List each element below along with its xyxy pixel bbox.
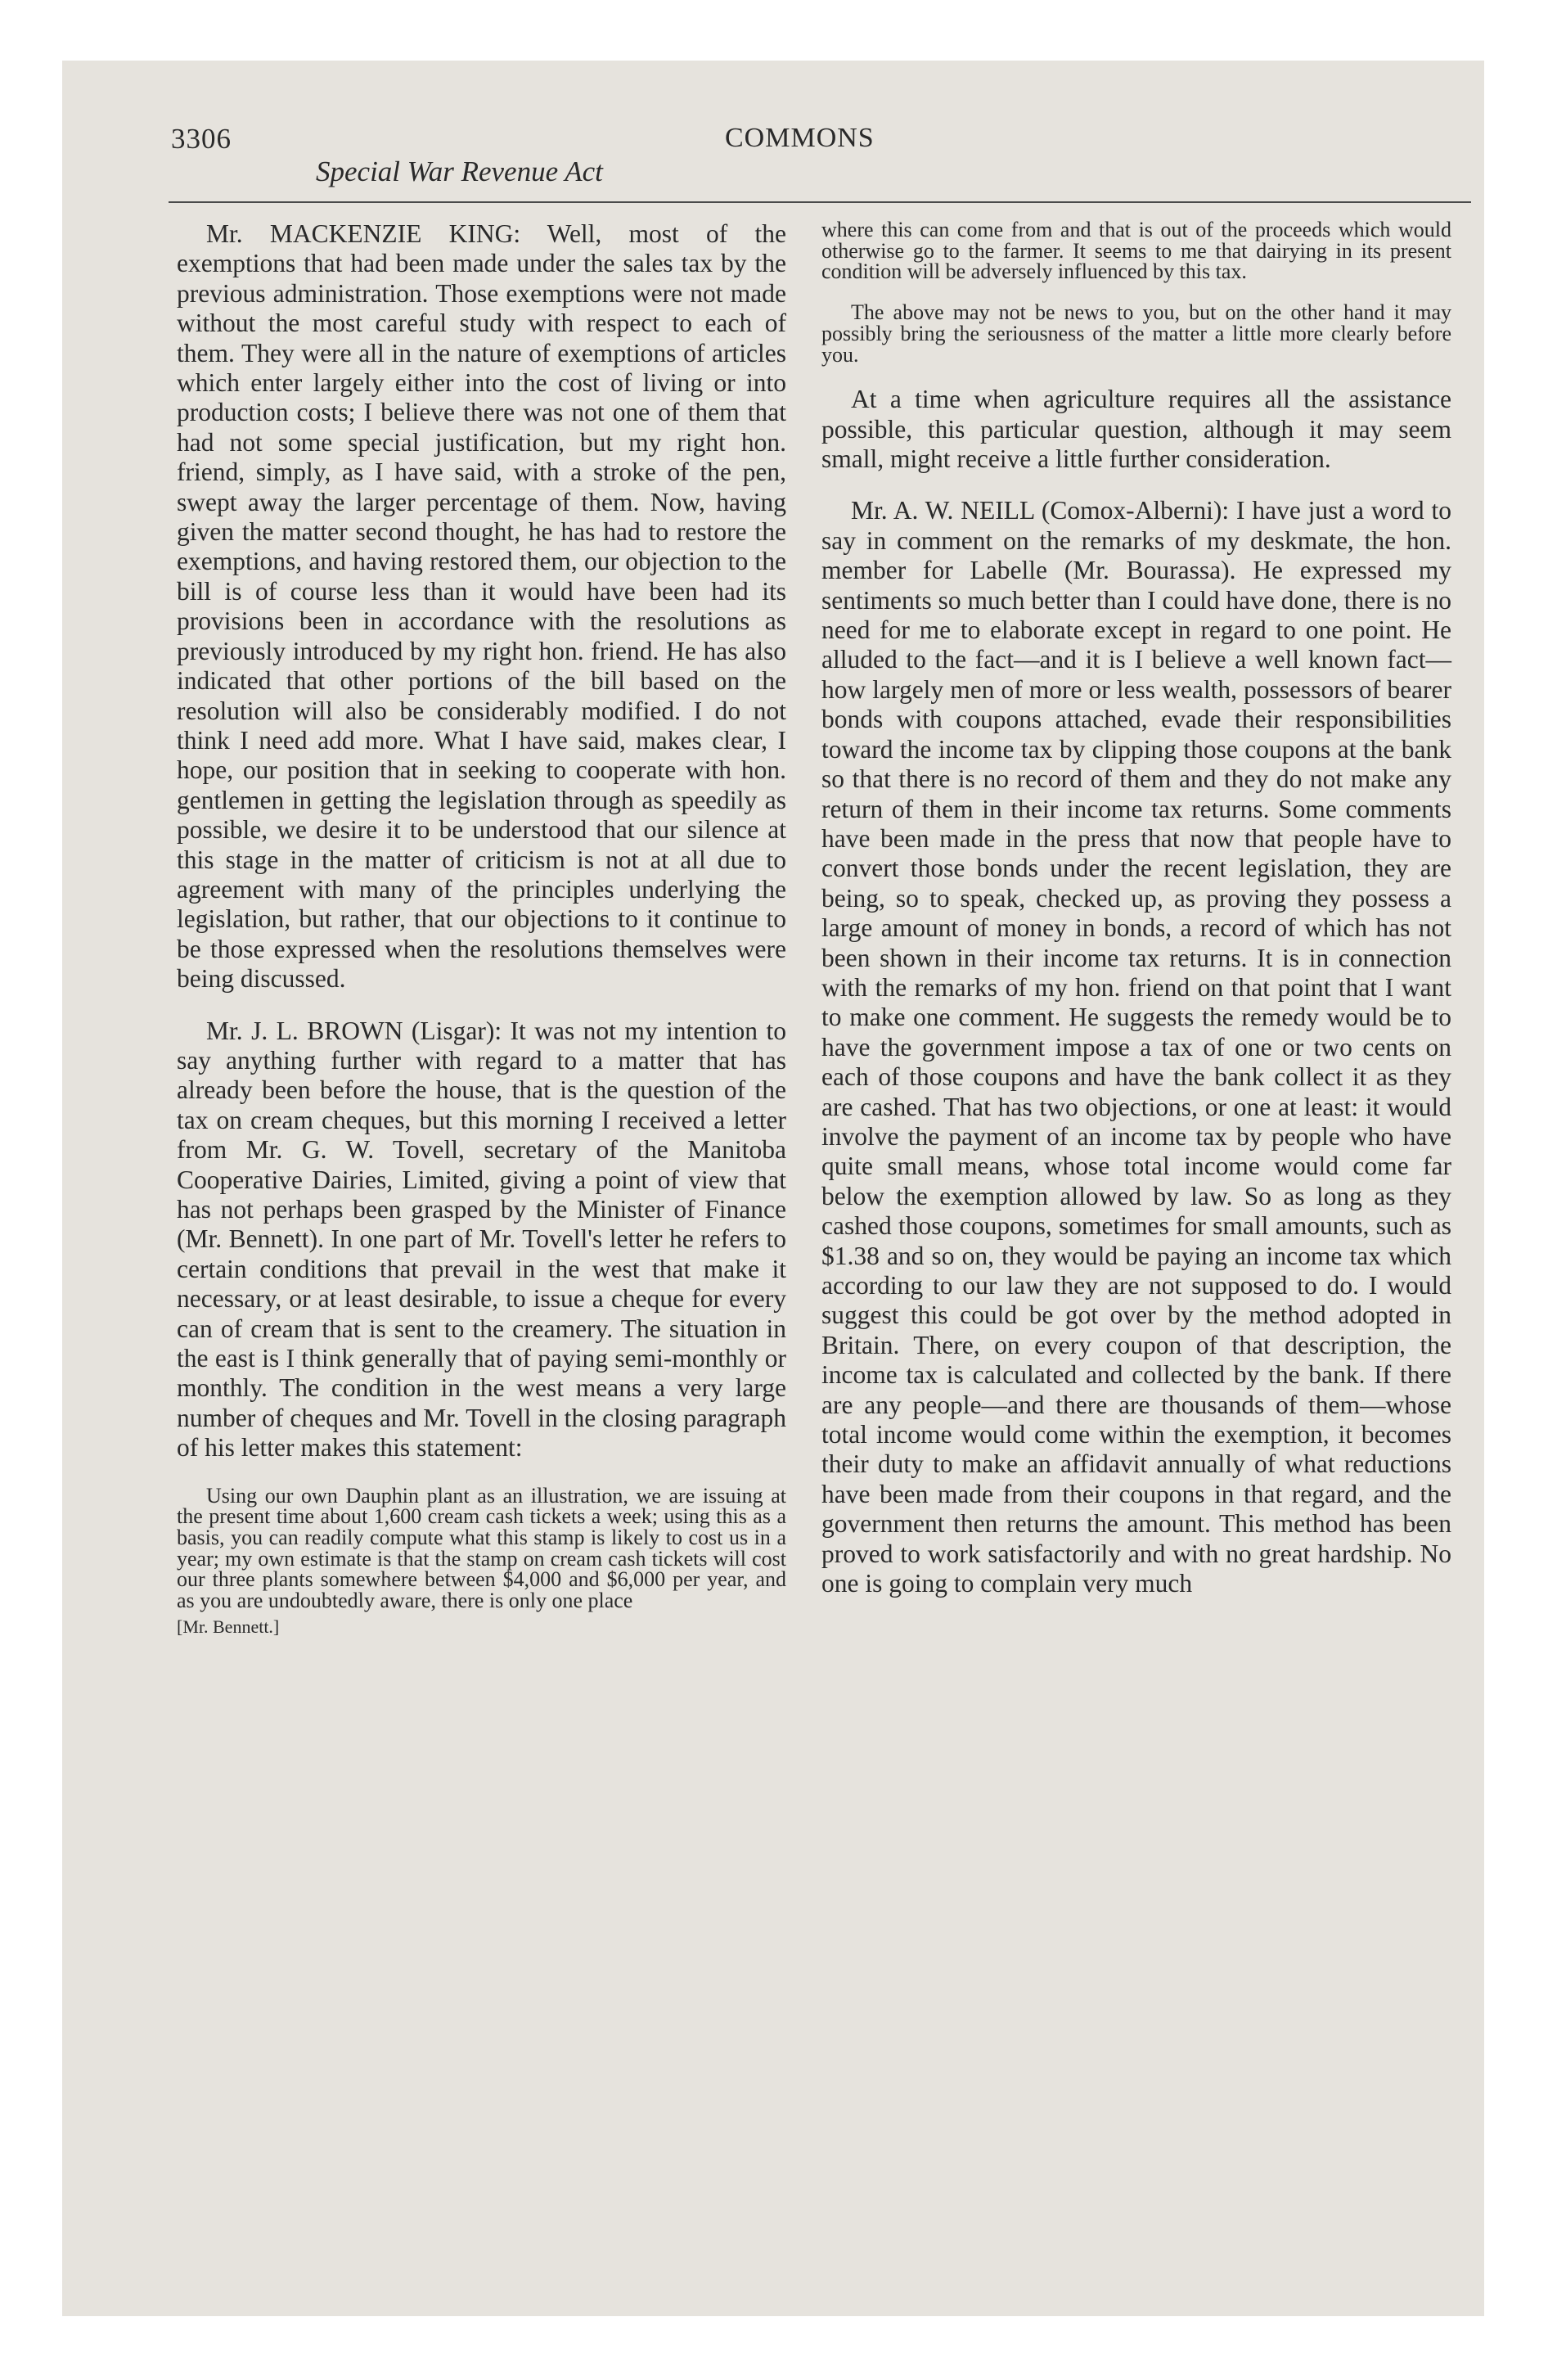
paragraph-mackenzie-king: Mr. MACKENZIE KING: Well, most of the exemptions that had been made under the sales tax by the previous administration. Those exemptions were not made without the most careful study with respect to each of them. They were all in the nature of exemptions of articles which enter largely either into the cost of living or into production costs; I believe there was not one of them that had not some special justification, but my right hon. friend, simply, as I have said, with a stroke of the pen, swept away the larger percentage of them. Now, having given the matter second thought, he has had to restore the exemptions, and having restored them, our objection to the bill is of course less than it would have been had its provisions been in accordance with the resolutions as previously introduced by my right hon. friend. He has also indicated that other portions of the bill based on the resolution will also be considerably modified. I do not think I need add more. What I have said, makes clear, I hope, our position that in seeking to cooperate with hon. gentlemen in getting the legislation through as speedily as possible, we desire it to be understood that our silence at this stage in the matter of criticism is not at all due to agreement with many of the principles underlying the legislation, but rather, that our objections to it continue to be those expressed when the resolutions themselves were being discussed. [177, 219, 786, 994]
paragraph-neill: Mr. A. W. NEILL (Comox-Alberni): I have just a word to say in comment on the remarks of my deskmate, the hon. member for Labelle (Mr. Bourassa). He expressed my sentiments so much better than I could have done, there is no need for me to elaborate except in regard to one point. He alluded to the fact—and it is I believe a well known fact—how largely men of more or less wealth, possessors of bearer bonds with coupons attached, evade their responsibilities toward the income tax by clipping those coupons at the bank so that there is no record of them and they do not make any return of them in their income tax returns. Some comments have been made in the press that now that people have to convert those bonds under the recent legislation, they are being, so to speak, checked up, as proving they possess a large amount of money in bonds, a record of which has not been shown in their income tax returns. It is in connection with the remarks of my hon. friend on that point that I want to make one comment. He suggests the remedy would be to have the government impose a tax of one or two cents on each of those coupons and have the bank collect it as they are cashed. That has two objections, or one at least: it would involve the payment of an income tax by people who have quite small means, whose total income would come far below the exemption allowed by law. So as long as they cashed those coupons, sometimes for small amounts, such as $1.38 and so on, they would be paying an income tax which according to our law they are not supposed to do. I would suggest this could be got over by the method adopted in Britain. There, on every coupon of that description, the income tax is calculated and collected by the bank. If there are any people—and there are thousands of them—whose total income would come within the exemption, it becomes their duty to make an affidavit annually of what reductions have been made from their coupons in that regard, and the government then returns the amount. This method has been proved to work satisfactorily and with no great hardship. No one is going to complain very much [821, 496, 1451, 1598]
page-number: 3306 [171, 123, 232, 155]
quoted-letter: Using our own Dauphin plant as an illustration, we are issuing at the present time about 1,600 cream cash tickets a week; using this as a basis, you can readily compute what this stamp is likely to cost us in a year; my own estimate is that the stamp on cream cash tickets will cost our three plants somewhere between $4,000 and $6,000 per year, and as you are undoubtedly aware, there is only one place [177, 1483, 786, 1613]
header-rule [169, 201, 1471, 203]
quoted-letter-continued: where this can come from and that is out of the proceeds which would otherwise go to the farmer. It seems to me that dairying in its present condition will be adversely influenced by this tax. [821, 218, 1451, 284]
quoted-letter-closing: The above may not be news to you, but on the other hand it may possibly bring the seriousness of the matter a little more clearly before you. [821, 300, 1451, 367]
paragraph-brown-conclusion: At a time when agriculture requires all the assistance possible, this particular question, although it may seem small, might receive a little further consideration. [821, 385, 1451, 474]
page-header-title: COMMONS [725, 123, 875, 153]
paragraph-brown: Mr. J. L. BROWN (Lisgar): It was not my intention to say anything further with regard to a matter that has already been before the house, that is the question of the tax on cream cheques, but this morning I received a letter from Mr. G. W. Tovell, secretary of the Manitoba Cooperative Dairies, Limited, giving a point of view that has not perhaps been grasped by the Minister of Finance (Mr. Bennett). In one part of Mr. Tovell's letter he refers to certain conditions that prevail in the west that make it necessary, or at least desirable, to issue a cheque for every can of cream that is sent to the creamery. The situation in the east is I think generally that of paying semi-monthly or monthly. The condition in the west means a very large number of cheques and Mr. Tovell in the closing paragraph of his letter makes this statement: [177, 1016, 786, 1463]
right-column [821, 219, 1451, 1620]
left-column [177, 219, 786, 1638]
page-header-subtitle: Special War Revenue Act [316, 156, 603, 187]
speaker-citation: [Mr. Bennett.] [177, 1616, 280, 1637]
